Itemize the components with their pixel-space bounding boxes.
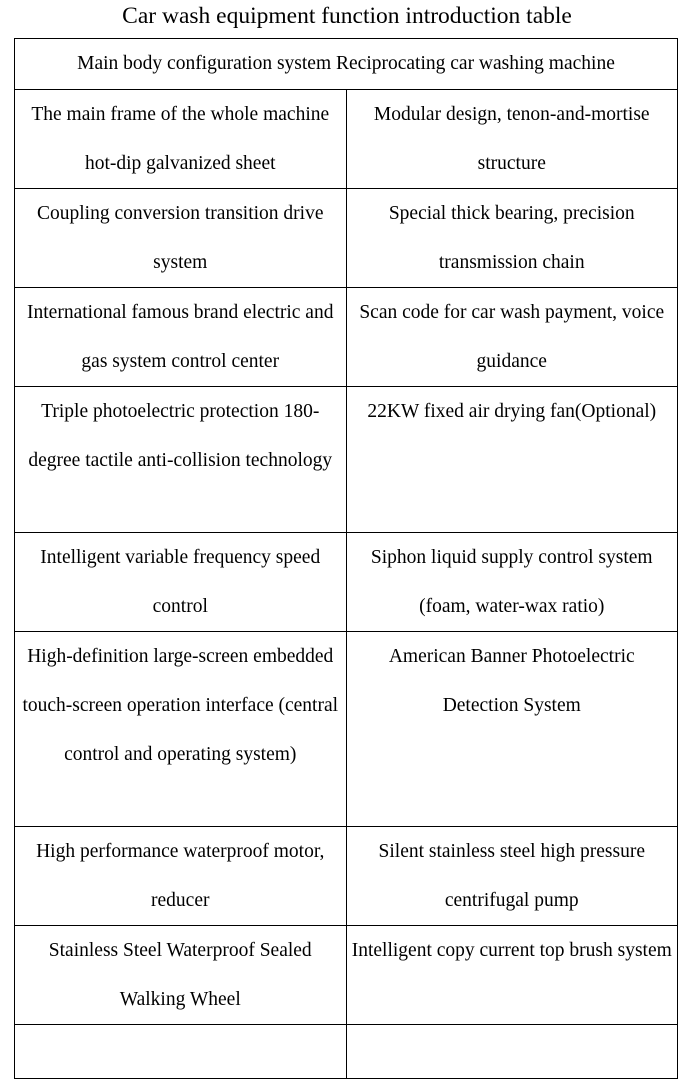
table-cell-right: Silent stainless steel high pressure centrifugal pump — [346, 827, 678, 926]
table-row — [15, 387, 678, 533]
table-cell-right: Scan code for car wash payment, voice guidance — [346, 288, 678, 387]
table-row — [15, 926, 678, 1025]
table-cell-right: Modular design, tenon-and-mortise structure — [346, 90, 678, 189]
table-row — [15, 90, 678, 189]
table-cell-left: High-definition large-screen embedded touch-screen operation interface (central control and operating system) — [15, 632, 347, 827]
table-cell-left: Triple photoelectric protection 180-degree tactile anti-collision technology — [15, 387, 347, 533]
table-cell-right: Intelligent copy current top brush system — [346, 926, 678, 1025]
table-cell-right: American Banner Photoelectric Detection System — [346, 632, 678, 827]
table-title: Car wash equipment function introduction table — [122, 3, 572, 29]
table-cell-left: International famous brand electric and gas system control center — [15, 288, 347, 387]
header-cell: Main body configuration system Reciprocating car washing machine — [15, 39, 678, 90]
table-cell-right: Siphon liquid supply control system (foam, water-wax ratio) — [346, 533, 678, 632]
table-cell-left: Coupling conversion transition drive system — [15, 189, 347, 288]
function-table — [14, 38, 678, 1079]
table-row — [15, 533, 678, 632]
table-row — [15, 189, 678, 288]
table-cell-right: Special thick bearing, precision transmission chain — [346, 189, 678, 288]
table-cell-left: Stainless Steel Waterproof Sealed Walking Wheel — [15, 926, 347, 1025]
table-cell-left — [15, 1025, 347, 1079]
table-cell-left: Intelligent variable frequency speed control — [15, 533, 347, 632]
table-row — [15, 827, 678, 926]
table-row — [15, 632, 678, 827]
table-header-row — [15, 39, 678, 90]
table-cell-right — [346, 1025, 678, 1079]
table-cell-right: 22KW fixed air drying fan(Optional) — [346, 387, 678, 533]
table-row — [15, 288, 678, 387]
table-cell-left: The main frame of the whole machine hot-dip galvanized sheet — [15, 90, 347, 189]
table-cell-left: High performance waterproof motor, reducer — [15, 827, 347, 926]
table-row-empty — [15, 1025, 678, 1079]
